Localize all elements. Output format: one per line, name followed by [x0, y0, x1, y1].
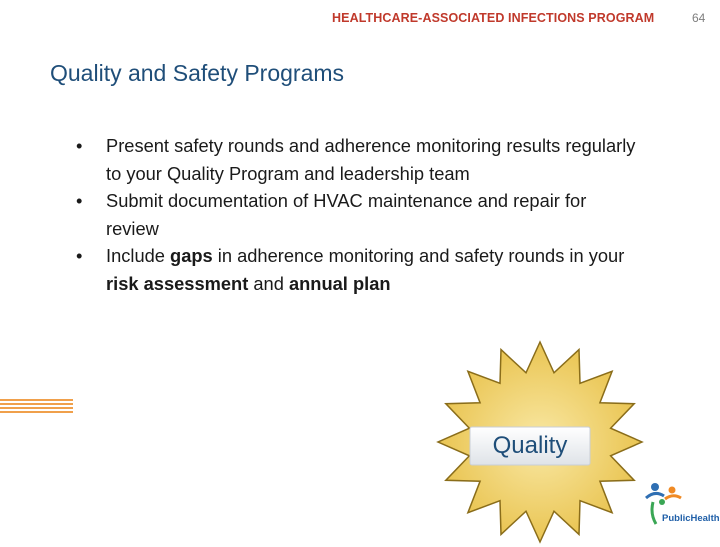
bullet-text: in adherence monitoring and safety rounds in your	[212, 245, 625, 266]
bullet-item	[76, 242, 636, 297]
bullet-emphasis: annual plan	[288, 272, 391, 294]
logo-figure-head	[651, 483, 659, 491]
slide-title: Quality and Safety Programs	[50, 60, 345, 86]
bullet-emphasis: gaps	[170, 245, 213, 266]
bullet-emphasis: risk assessment	[106, 272, 249, 294]
bullet-text: Present safety rounds and adherence monitoring results regularly to your Quality Program and leadership team	[106, 135, 636, 184]
bullet-text: Include	[106, 245, 171, 266]
logo-figure-arm	[665, 496, 681, 499]
page-number: 64	[692, 11, 706, 25]
bullet-item	[76, 132, 636, 187]
decorative-side-bars	[0, 399, 73, 415]
side-bar-line	[0, 399, 73, 401]
logo-wordmark: PublicHealth	[662, 513, 720, 524]
logo-figure-body	[652, 502, 656, 524]
side-bar-line	[0, 407, 73, 409]
logo-figure-arm	[646, 493, 664, 498]
logo-figure-head	[659, 499, 665, 505]
badge-label: Quality	[492, 432, 568, 459]
bullet-dot: •	[76, 135, 83, 156]
bullet-text: and	[248, 272, 289, 294]
bullet-dot: •	[76, 245, 83, 266]
side-bar-line	[0, 411, 73, 413]
bullet-text: Submit documentation of HVAC maintenance and repair for review	[106, 190, 587, 239]
logo-figure-head	[669, 487, 676, 494]
side-bar-line	[0, 403, 73, 405]
program-header: HEALTHCARE-ASSOCIATED INFECTIONS PROGRAM	[332, 11, 655, 25]
bullet-list	[76, 132, 636, 297]
quality-starburst-badge	[425, 337, 655, 547]
bullet-dot: •	[76, 190, 83, 211]
bullet-item	[76, 187, 636, 242]
